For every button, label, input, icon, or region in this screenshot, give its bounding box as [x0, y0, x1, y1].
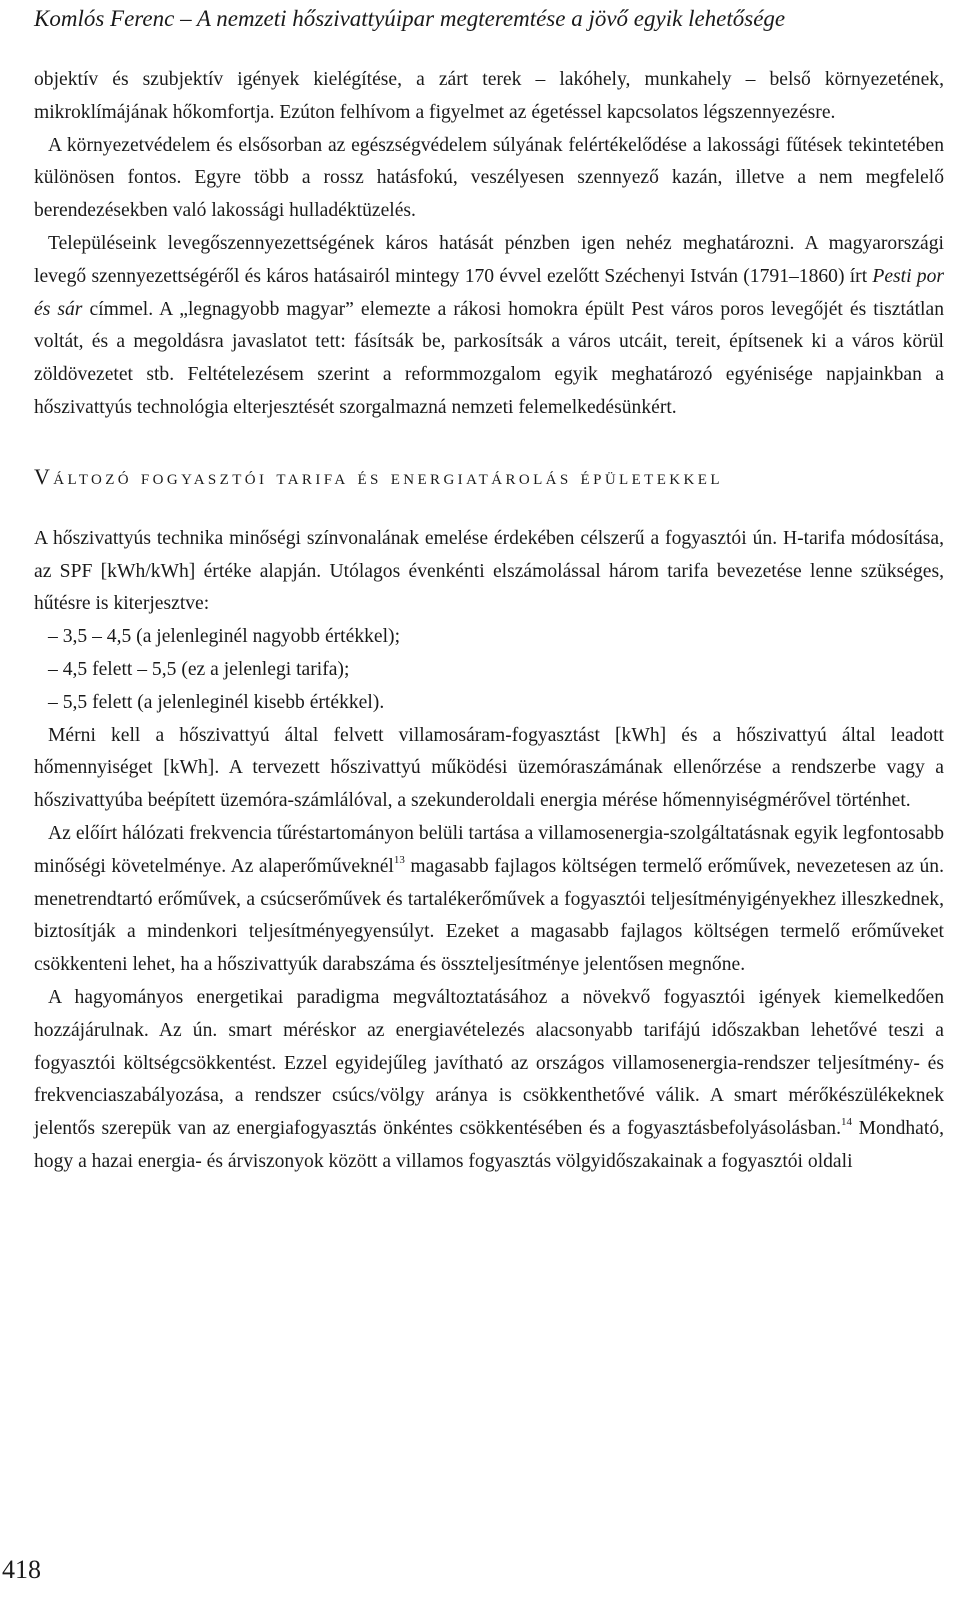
footnote-marker[interactable]: 13	[393, 853, 405, 866]
paragraph-environment: A környezetvédelem és elsősorban az egészségvédelem súlyának felértékelődése a lakossági fűtések tekintetében különösen fontos. Egyre több a rossz hatásfokú, veszélyesen szennyező kazán, illetve a nem megfelelő berendezésekben való lakossági hulladéktüzelés.	[34, 134, 944, 222]
book-title: Pesti por és sár	[34, 265, 944, 320]
paragraph-text: Az előírt hálózati frekvencia tűréstartományon belüli tartása a villamosenergia-szolgáltatásnak egyik legfontosabb minőségi követelménye. Az alaperőműveknél	[34, 822, 944, 877]
section-heading: Változó fogyasztói tarifa és energiatárolás épületekkel	[34, 463, 723, 489]
page-number: 418	[2, 1555, 41, 1584]
list-item: – 4,5 felett – 5,5 (ez a jelenlegi tarifa);	[48, 658, 350, 680]
paragraph-continuation: objektív és szubjektív igények kielégítése, a zárt terek – lakóhely, munkahely – belső környezetének, mikroklímájának hőkomfortja. Ezúton felhívom a figyelmet az égetéssel kapcsolatos légszennyezésre.	[34, 69, 944, 123]
list-item: – 5,5 felett (a jelenleginél kisebb értékkel).	[48, 691, 385, 713]
paragraph-text: Mondható, hogy a hazai energia- és árviszonyok között a villamos fogyasztás völgyidőszakainak a fogyasztói oldali	[34, 1118, 945, 1172]
paragraph-measurement: Mérni kell a hőszivattyú által felvett villamosáram-fogyasztást [kWh] és a hőszivattyú által leadott hőmennyiséget [kWh]. A tervezett hőszivattyú működési üzemóraszámának ellenőrzése a rendszerbe vagy a hőszivattyúba beépített üzemóra-számlálóval, a szekunderoldali energia mérése hőmennyiségmérővel történhet.	[34, 724, 944, 812]
body-text	[34, 64, 944, 1179]
footnote-marker[interactable]: 14	[840, 1116, 852, 1129]
paragraph-frequency	[34, 818, 944, 982]
paragraph-smart-metering	[34, 982, 944, 1179]
paragraph-tariff-intro: A hőszivattyús technika minőségi színvonalának emelése érdekében célszerű a fogyasztói ún. H-tarifa módosítása, az SPF [kWh/kWh] értéke alapján. Utólagos évenkénti elszámolással három tarifa bevezetése lenne szükséges, hűtésre is kiterjesztve:	[34, 527, 944, 615]
paragraph-text: címmel. A „legnagyobb magyar” elemezte a rákosi homokra épült Pest város poros levegőjét és tisztátlan voltát, és a megoldásra javaslatot tett: fásítsák be, parkosítsák a város utcáit, tereit, építsenek ki a város körül zöldövezetet stb. Feltételezésem szerint a reformmozgalom egyik meghatározó egyénisége napjainkban a hőszivattyús technológia elterjesztését szorgalmazná nemzeti felemelkedésünkért.	[34, 298, 944, 418]
paragraph-text: Településeink levegőszennyezettségének káros hatását pénzben igen nehéz meghatározni. A magyarországi levegő szennyezettségéről és káros hatásairól mintegy 170 évvel ezelőtt Széchenyi István (1791–1860) írt	[34, 232, 944, 287]
running-header: Komlós Ferenc – A nemzeti hőszivattyúipar megteremtése a jövő egyik lehetősége	[34, 6, 786, 31]
paragraph-text: magasabb fajlagos költségen termelő erőművek, nevezetesen az ún. menetrendtartó erőművek, a csúcserőművek és tartalékerőművek a fogyasztói teljesítményigényekhez illeszkednek, biztosítják a mindenkori teljesítményegyensúlyt. Ezeket a magasabb fajlagos költségen termelő erőműveket csökkenteni lehet, ha a hőszivattyúk darabszáma és összteljesítménye jelentősen megnőne.	[34, 855, 944, 976]
list-item: – 3,5 – 4,5 (a jelenleginél nagyobb értékkel);	[48, 626, 401, 648]
paragraph-szechenyi	[34, 228, 944, 425]
paragraph-text: A hagyományos energetikai paradigma megváltoztatásához a növekvő fogyasztói igények kiemelkedően hozzájárulnak. Az ún. smart méréskor az energiavételezés alacsonyabb tarifájú időszakban lehetővé teszi a fogyasztói költségcsökkentést. Ezzel egyidejűleg javítható az országos villamosenergia-rendszer teljesítmény- és frekvenciaszabályozása, a rendszer csúcs/völgy aránya is csökkenthetővé válik. A smart mérőkészülékeknek jelentős szerepük van az energiafogyasztás önkéntes csökkentésében és a fogyasztásbefolyásolásban.	[34, 986, 944, 1140]
